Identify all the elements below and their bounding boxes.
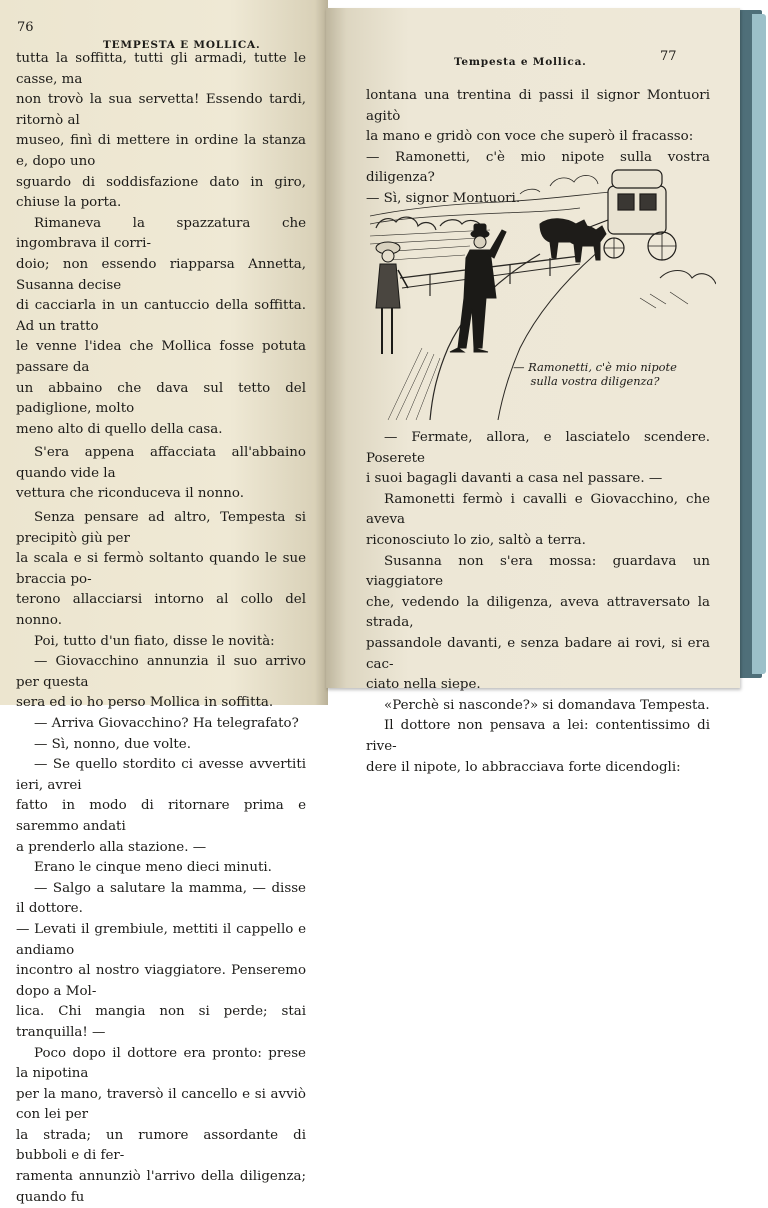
text-line: sera ed io ho perso Mollica in soffitta. xyxy=(16,695,274,711)
running-head-right: Tempesta e Mollica. xyxy=(454,56,587,68)
text-line: i suoi bagagli davanti a casa nel passare. — xyxy=(366,471,663,487)
illustration-caption xyxy=(498,360,692,388)
text-line: museo, finì di mettere in ordine la stanza e, dopo uno xyxy=(16,133,306,169)
text-line: Ramonetti fermò i cavalli e Giovacchino, che aveva xyxy=(366,491,710,528)
text-line: Il dottore non pensava a lei: contentissimo di rive- xyxy=(366,718,710,754)
text-line: — Sì, nonno, due volte. xyxy=(34,736,191,752)
right-page xyxy=(326,8,740,775)
text-line: la scala e si fermò soltanto quando le sue braccia po- xyxy=(16,551,306,587)
running-head-left: TEMPESTA E MOLLICA. xyxy=(103,39,261,51)
caption-line: sulla vostra diligenza? xyxy=(530,374,660,388)
text-line: ramenta annunziò l'arrivo della diligenza; quando fu xyxy=(16,1169,306,1205)
text-line: incontro al nostro viaggiatore. Penseremo dopo a Mol- xyxy=(16,963,306,999)
text-line: la mano e gridò con voce che superò il fracasso: xyxy=(366,129,694,145)
text-line: non trovò la sua servetta! Essendo tardi, ritornò al xyxy=(16,92,306,128)
text-line: terono allacciarsi intorno al collo del nonno. xyxy=(16,592,306,629)
book-cover-edge-light xyxy=(752,14,766,674)
text-line: — Sì, signor Montuori. xyxy=(366,190,521,206)
text-line: lontana una trentina di passi il signor Montuori agitò xyxy=(366,88,710,124)
text-line: tutta la soffitta, tutti gli armadi, tutte le casse, ma xyxy=(16,51,306,87)
text-line: riconosciuto lo zio, saltò a terra. xyxy=(366,532,586,548)
text-line: — Fermate, allora, e lasciatelo scendere. Poserete xyxy=(366,430,710,466)
caption-line: — Ramonetti, c'è mio nipote xyxy=(513,360,677,374)
text-line: — Giovacchino annunzia il suo arrivo per questa xyxy=(16,654,306,690)
text-line: che, vedendo la diligenza, aveva attraversato la strada, xyxy=(366,594,710,631)
text-line: — Ramonetti, c'è mio nipote sulla vostra diligenza? xyxy=(366,149,710,186)
text-line: doio; non essendo riapparsa Annetta, Susanna decise xyxy=(16,256,306,293)
text-line: lica. Chi mangia non si perde; stai tranquilla! — xyxy=(16,1004,306,1040)
text-line: di cacciarla in un cantuccio della soffitta. Ad un tratto xyxy=(16,298,306,334)
left-page xyxy=(0,0,328,1205)
text-line: Poi, tutto d'un fiato, disse le novità: xyxy=(34,633,275,649)
text-line: ciato nella siepe. xyxy=(366,677,481,693)
page-number-left: 76 xyxy=(17,20,34,35)
text-line: le venne l'idea che Mollica fosse potuta passare da xyxy=(16,339,306,375)
text-line: passandole davanti, e senza badare ai rovi, si era cac- xyxy=(366,635,710,672)
text-line: — Levati il grembiule, mettiti il cappello e andiamo xyxy=(16,921,306,958)
text-line: S'era appena affacciata all'abbaino quando vide la xyxy=(16,445,306,481)
text-line: la strada; un rumore assordante di bubboli e di fer- xyxy=(16,1127,306,1164)
text-line: — Se quello stordito ci avesse avvertiti ieri, avrei xyxy=(16,757,306,793)
text-line: Senza pensare ad altro, Tempesta si precipitò giù per xyxy=(16,510,306,546)
text-line: sguardo di soddisfazione dato in giro, chiuse la porta. xyxy=(16,174,306,211)
text-line: fatto in modo di ritornare prima e saremmo andati xyxy=(16,798,306,834)
text-line: per la mano, traversò il cancello e si avviò con lei per xyxy=(16,1086,306,1123)
text-line: — Salgo a salutare la mamma, — disse il dottore. xyxy=(16,880,306,917)
text-line: Susanna non s'era mossa: guardava un viaggiatore xyxy=(366,553,710,590)
text-line: a prenderlo alla stazione. — xyxy=(16,839,207,855)
right-body-text-bottom xyxy=(366,428,710,778)
text-line: Erano le cinque meno dieci minuti. xyxy=(34,860,272,876)
left-body-text xyxy=(16,49,306,1208)
text-line: Poco dopo il dottore era pronto: prese la nipotina xyxy=(16,1045,306,1082)
text-line: — Arriva Giovacchino? Ha telegrafato? xyxy=(34,716,299,731)
page-number-right: 77 xyxy=(660,49,677,64)
text-line: «Perchè si nasconde?» si domandava Tempesta. xyxy=(384,697,710,713)
text-line: Rimaneva la spazzatura che ingombrava il corri- xyxy=(16,215,306,252)
text-line: meno alto di quello della casa. xyxy=(16,421,223,437)
text-line: un abbaino che dava sul tetto del padiglione, molto xyxy=(16,380,306,417)
text-line: dere il nipote, lo abbracciava forte dicendogli: xyxy=(366,759,681,775)
text-line: vettura che riconduceva il nonno. xyxy=(16,486,244,502)
